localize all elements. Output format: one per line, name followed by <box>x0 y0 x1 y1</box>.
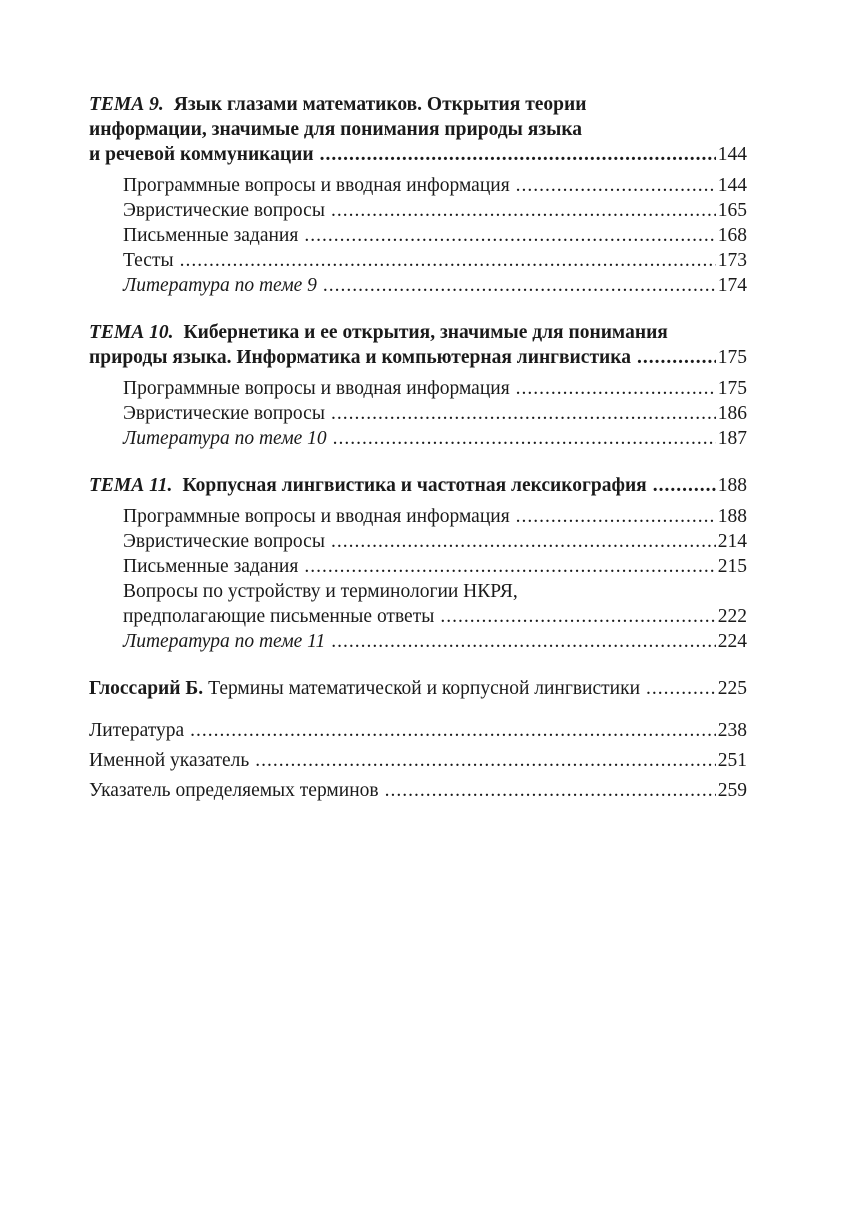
toc-entry-heading[interactable] <box>89 142 747 167</box>
section-title-line: Кибернетика и ее открытия, значимые для понимания <box>183 322 668 343</box>
page-number: 238 <box>717 720 747 741</box>
toc-entry[interactable] <box>89 198 747 223</box>
table-of-contents <box>89 92 747 803</box>
page-number: 224 <box>717 631 747 652</box>
toc-entry[interactable] <box>89 718 747 743</box>
dot-leader <box>180 248 716 273</box>
page-number: 215 <box>717 556 747 577</box>
dot-leader <box>331 629 716 654</box>
tema-label: ТЕМА 9. <box>89 94 164 115</box>
page-number: 165 <box>717 200 747 221</box>
toc-entry[interactable] <box>89 504 747 529</box>
toc-entry-first-line <box>89 579 747 604</box>
dot-leader <box>516 173 716 198</box>
back-matter <box>89 718 747 803</box>
toc-entry[interactable] <box>89 376 747 401</box>
page-number: 144 <box>717 175 747 196</box>
entry-label: Литература <box>89 720 185 741</box>
page-number: 187 <box>717 428 747 449</box>
page-number: 173 <box>717 250 747 271</box>
entry-label: Эвристические вопросы <box>123 531 325 552</box>
section-title-line: природы языка. Информатика и компьютерная лингвистика <box>89 347 631 368</box>
glossary-label: Глоссарий Б. <box>89 678 204 699</box>
entry-label: Программные вопросы и вводная информация <box>123 378 510 399</box>
page-number: 259 <box>717 780 747 801</box>
toc-entry-heading[interactable] <box>89 473 747 498</box>
toc-entry[interactable] <box>89 173 747 198</box>
toc-entry[interactable] <box>89 401 747 426</box>
entry-label: Вопросы по устройству и терминологии НКРЯ, <box>123 581 518 602</box>
entry-label: Письменные задания <box>123 556 299 577</box>
page-number: 144 <box>717 144 747 165</box>
entry-label: Эвристические вопросы <box>123 403 325 424</box>
section-tema-11 <box>89 473 747 654</box>
entry-label: Указатель определяемых терминов <box>89 780 379 801</box>
page-number: 168 <box>717 225 747 246</box>
toc-entry[interactable] <box>89 223 747 248</box>
toc-entry[interactable] <box>89 529 747 554</box>
entry-label: Тесты <box>123 250 174 271</box>
entry-label: Программные вопросы и вводная информация <box>123 506 510 527</box>
page-number: 251 <box>717 750 747 771</box>
tema-label: ТЕМА 10. <box>89 322 174 343</box>
section-title-line: Корпусная лингвистика и частотная лексикография <box>182 475 647 496</box>
toc-entry-glossary[interactable] <box>89 676 747 701</box>
entry-label: Литература по теме 10 <box>123 428 327 449</box>
dot-leader <box>323 273 716 298</box>
entry-label: Именной указатель <box>89 750 250 771</box>
section-heading <box>89 92 747 117</box>
toc-entry[interactable] <box>89 426 747 451</box>
page-number: 214 <box>717 531 747 552</box>
entry-label: Литература по теме 11 <box>123 631 326 652</box>
dot-leader <box>331 198 716 223</box>
toc-entry[interactable] <box>89 604 747 629</box>
page-number: 186 <box>717 403 747 424</box>
dot-leader <box>516 376 716 401</box>
toc-entry-heading[interactable] <box>89 345 747 370</box>
dot-leader <box>304 223 715 248</box>
section-title-line: и речевой коммуникации <box>89 144 314 165</box>
entry-label-cont: предполагающие письменные ответы <box>123 606 435 627</box>
section-tema-10 <box>89 320 747 451</box>
dot-leader <box>304 554 715 579</box>
dot-leader <box>190 718 716 743</box>
toc-entry[interactable] <box>89 273 747 298</box>
section-tema-9 <box>89 92 747 298</box>
toc-entry[interactable] <box>89 554 747 579</box>
entry-label: Письменные задания <box>123 225 299 246</box>
dot-leader <box>331 401 716 426</box>
tema-label: ТЕМА 11. <box>89 475 173 496</box>
section-heading <box>89 320 747 345</box>
dot-leader <box>385 778 716 803</box>
toc-entry[interactable] <box>89 629 747 654</box>
glossary-title: Термины математической и корпусной лингвистики <box>208 678 641 699</box>
dot-leader <box>440 604 715 629</box>
page-number: 222 <box>717 606 747 627</box>
dot-leader <box>516 504 716 529</box>
dot-leader <box>331 529 716 554</box>
toc-entry[interactable] <box>89 248 747 273</box>
page-number: 175 <box>717 378 747 399</box>
dot-leader <box>333 426 716 451</box>
page-number: 188 <box>717 506 747 527</box>
entry-label: Эвристические вопросы <box>123 200 325 221</box>
entry-label: Программные вопросы и вводная информация <box>123 175 510 196</box>
section-title-line: информации, значимые для понимания природы языка <box>89 119 583 140</box>
dot-leader <box>255 748 716 773</box>
entry-label: Литература по теме 9 <box>123 275 317 296</box>
toc-entry[interactable] <box>89 748 747 773</box>
page-number: 188 <box>717 475 747 496</box>
dot-leader <box>653 473 716 498</box>
page-number: 175 <box>717 347 747 368</box>
page-number: 174 <box>717 275 747 296</box>
section-heading-cont <box>89 117 747 142</box>
section-title-line: Язык глазами математиков. Открытия теории <box>173 94 587 115</box>
page-number: 225 <box>717 678 747 699</box>
dot-leader <box>646 676 716 701</box>
dot-leader <box>320 142 716 167</box>
toc-entry[interactable] <box>89 778 747 803</box>
dot-leader <box>637 345 716 370</box>
